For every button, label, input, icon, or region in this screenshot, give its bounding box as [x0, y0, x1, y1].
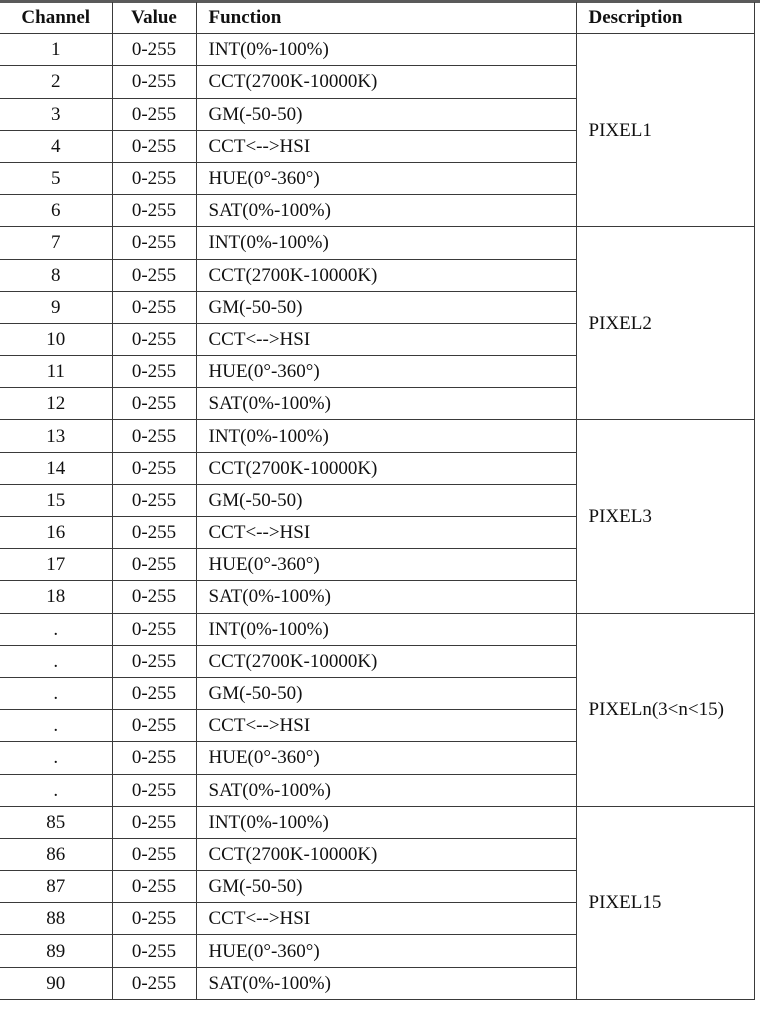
value-cell: 0-255: [112, 130, 196, 162]
channel-cell: .: [0, 645, 112, 677]
table-row: [0, 227, 754, 259]
header-value: Value: [112, 2, 196, 34]
value-cell: 0-255: [112, 98, 196, 130]
function-cell: GM(-50-50): [196, 871, 576, 903]
function-cell: GM(-50-50): [196, 484, 576, 516]
value-cell: 0-255: [112, 871, 196, 903]
description-cell: PIXEL3: [576, 420, 754, 613]
header-channel: Channel: [0, 2, 112, 34]
channel-cell: 9: [0, 291, 112, 323]
dmx-channel-table: [0, 2, 755, 1000]
value-cell: 0-255: [112, 517, 196, 549]
channel-cell: 11: [0, 356, 112, 388]
channel-cell: 12: [0, 388, 112, 420]
channel-cell: 7: [0, 227, 112, 259]
description-cell: PIXEL1: [576, 34, 754, 227]
value-cell: 0-255: [112, 645, 196, 677]
value-cell: 0-255: [112, 838, 196, 870]
value-cell: 0-255: [112, 323, 196, 355]
channel-cell: 1: [0, 34, 112, 66]
value-cell: 0-255: [112, 613, 196, 645]
channel-cell: 15: [0, 484, 112, 516]
function-cell: CCT<-->HSI: [196, 130, 576, 162]
table-row: [0, 420, 754, 452]
table-header: [0, 2, 754, 34]
channel-cell: 2: [0, 66, 112, 98]
channel-cell: 89: [0, 935, 112, 967]
channel-cell: .: [0, 710, 112, 742]
channel-cell: 13: [0, 420, 112, 452]
value-cell: 0-255: [112, 549, 196, 581]
value-cell: 0-255: [112, 903, 196, 935]
value-cell: 0-255: [112, 66, 196, 98]
value-cell: 0-255: [112, 935, 196, 967]
channel-cell: .: [0, 742, 112, 774]
header-description: Description: [576, 2, 754, 34]
channel-cell: 3: [0, 98, 112, 130]
channel-cell: .: [0, 774, 112, 806]
channel-cell: 87: [0, 871, 112, 903]
value-cell: 0-255: [112, 195, 196, 227]
function-cell: INT(0%-100%): [196, 613, 576, 645]
channel-cell: 86: [0, 838, 112, 870]
channel-cell: 6: [0, 195, 112, 227]
channel-cell: 90: [0, 967, 112, 999]
function-cell: CCT(2700K-10000K): [196, 452, 576, 484]
function-cell: SAT(0%-100%): [196, 774, 576, 806]
channel-cell: 5: [0, 162, 112, 194]
header-function: Function: [196, 2, 576, 34]
value-cell: 0-255: [112, 356, 196, 388]
function-cell: CCT(2700K-10000K): [196, 838, 576, 870]
function-cell: INT(0%-100%): [196, 420, 576, 452]
value-cell: 0-255: [112, 806, 196, 838]
channel-cell: .: [0, 677, 112, 709]
function-cell: CCT(2700K-10000K): [196, 66, 576, 98]
value-cell: 0-255: [112, 452, 196, 484]
function-cell: HUE(0°-360°): [196, 162, 576, 194]
description-cell: PIXEL2: [576, 227, 754, 420]
value-cell: 0-255: [112, 677, 196, 709]
channel-cell: .: [0, 613, 112, 645]
description-cell: PIXEL15: [576, 806, 754, 999]
function-cell: CCT<-->HSI: [196, 323, 576, 355]
function-cell: CCT(2700K-10000K): [196, 259, 576, 291]
value-cell: 0-255: [112, 420, 196, 452]
value-cell: 0-255: [112, 259, 196, 291]
table-row: [0, 806, 754, 838]
channel-cell: 4: [0, 130, 112, 162]
value-cell: 0-255: [112, 484, 196, 516]
function-cell: SAT(0%-100%): [196, 581, 576, 613]
function-cell: SAT(0%-100%): [196, 967, 576, 999]
value-cell: 0-255: [112, 227, 196, 259]
channel-cell: 16: [0, 517, 112, 549]
function-cell: CCT<-->HSI: [196, 710, 576, 742]
value-cell: 0-255: [112, 710, 196, 742]
function-cell: GM(-50-50): [196, 98, 576, 130]
function-cell: HUE(0°-360°): [196, 935, 576, 967]
function-cell: INT(0%-100%): [196, 34, 576, 66]
description-cell: PIXELn(3<n<15): [576, 613, 754, 806]
value-cell: 0-255: [112, 742, 196, 774]
function-cell: CCT<-->HSI: [196, 903, 576, 935]
channel-cell: 17: [0, 549, 112, 581]
value-cell: 0-255: [112, 388, 196, 420]
function-cell: GM(-50-50): [196, 291, 576, 323]
function-cell: HUE(0°-360°): [196, 356, 576, 388]
table-body: [0, 34, 754, 1000]
function-cell: INT(0%-100%): [196, 227, 576, 259]
value-cell: 0-255: [112, 967, 196, 999]
value-cell: 0-255: [112, 581, 196, 613]
value-cell: 0-255: [112, 291, 196, 323]
table-row: [0, 613, 754, 645]
channel-cell: 8: [0, 259, 112, 291]
function-cell: HUE(0°-360°): [196, 549, 576, 581]
value-cell: 0-255: [112, 774, 196, 806]
function-cell: CCT<-->HSI: [196, 517, 576, 549]
channel-cell: 10: [0, 323, 112, 355]
function-cell: INT(0%-100%): [196, 806, 576, 838]
function-cell: SAT(0%-100%): [196, 388, 576, 420]
channel-cell: 18: [0, 581, 112, 613]
function-cell: CCT(2700K-10000K): [196, 645, 576, 677]
channel-cell: 14: [0, 452, 112, 484]
value-cell: 0-255: [112, 162, 196, 194]
function-cell: HUE(0°-360°): [196, 742, 576, 774]
channel-cell: 88: [0, 903, 112, 935]
table-row: [0, 34, 754, 66]
channel-cell: 85: [0, 806, 112, 838]
value-cell: 0-255: [112, 34, 196, 66]
function-cell: GM(-50-50): [196, 677, 576, 709]
function-cell: SAT(0%-100%): [196, 195, 576, 227]
header-row: [0, 2, 754, 34]
